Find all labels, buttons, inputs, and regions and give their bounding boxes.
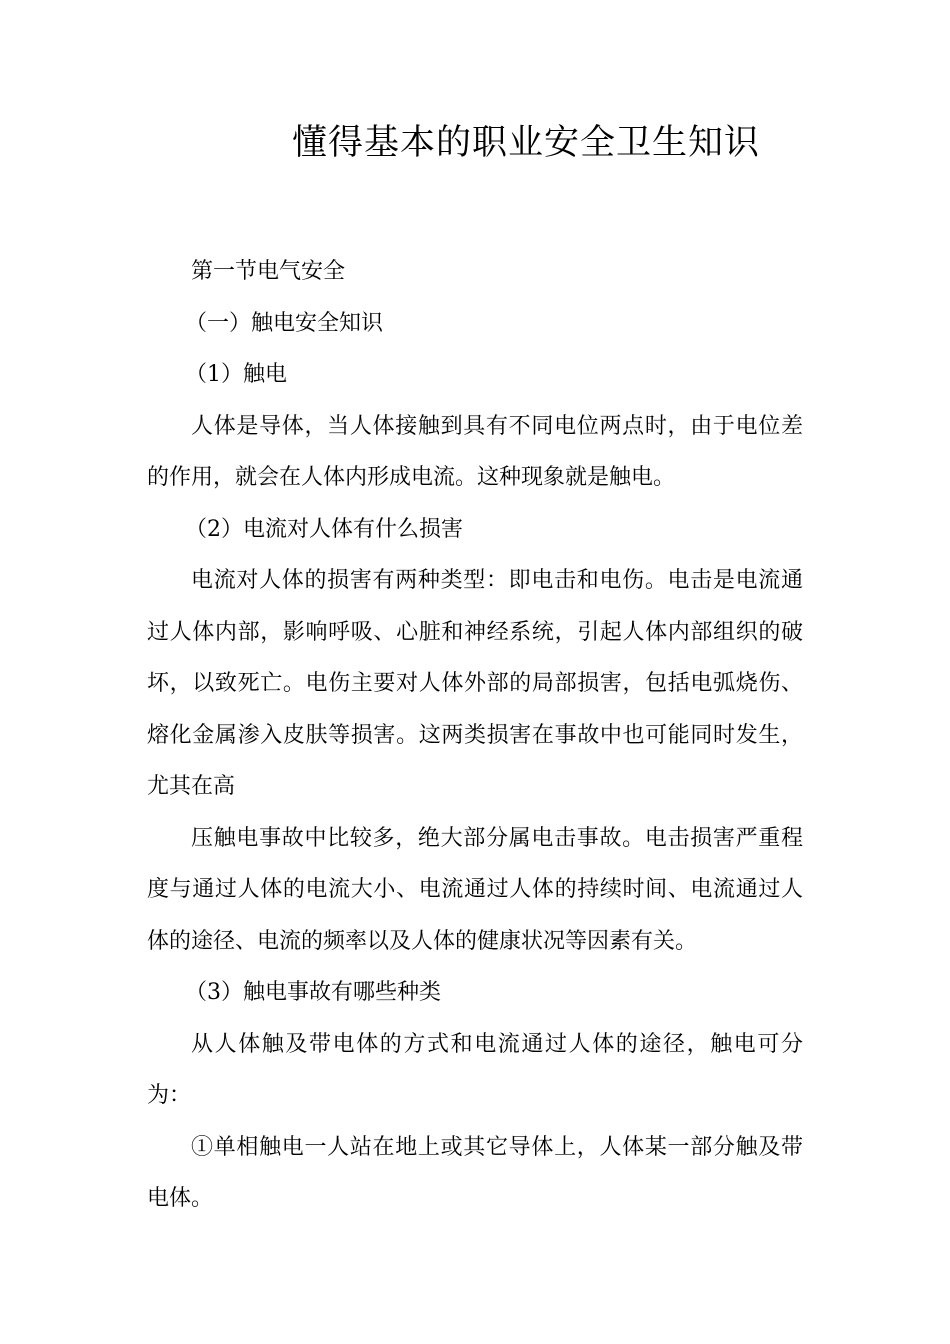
body-paragraph: 电流对人体的损害有两种类型：即电击和电伤。电击是电流通过人体内部，影响呼吸、心脏和神经系统，引起人体内部组织的破坏，以致死亡。电伤主要对人体外部的局部损害，包括电弧烧伤、熔化金属渗入皮肤等损害。这两类损害在事故中也可能同时发生，尤其在高: [147, 568, 803, 799]
item-heading: （1）触电: [185, 362, 287, 387]
body-paragraph: 从人体触及带电体的方式和电流通过人体的途径，触电可分为：: [147, 1031, 803, 1108]
subsection-heading: （一）触电安全知识: [185, 310, 384, 336]
body-paragraph: 人体是导体，当人体接触到具有不同电位两点时，由于电位差的作用，就会在人体内形成电流。这种现象就是触电。: [147, 413, 803, 490]
section-heading: 第一节电气安全: [191, 259, 346, 284]
body-paragraph: ①单相触电一人站在地上或其它导体上，人体某一部分触及带电体。: [147, 1134, 803, 1211]
item-heading: （3）触电事故有哪些种类: [185, 980, 441, 1005]
document-body: [147, 246, 803, 1225]
document-title: 懂得基本的职业安全卫生知识: [292, 123, 761, 163]
item-heading: （2）电流对人体有什么损害: [185, 516, 463, 542]
body-paragraph: 压触电事故中比较多，绝大部分属电击事故。电击损害严重程度与通过人体的电流大小、电流通过人体的持续时间、电流通过人体的途径、电流的频率以及人体的健康状况等因素有关。: [147, 825, 803, 954]
